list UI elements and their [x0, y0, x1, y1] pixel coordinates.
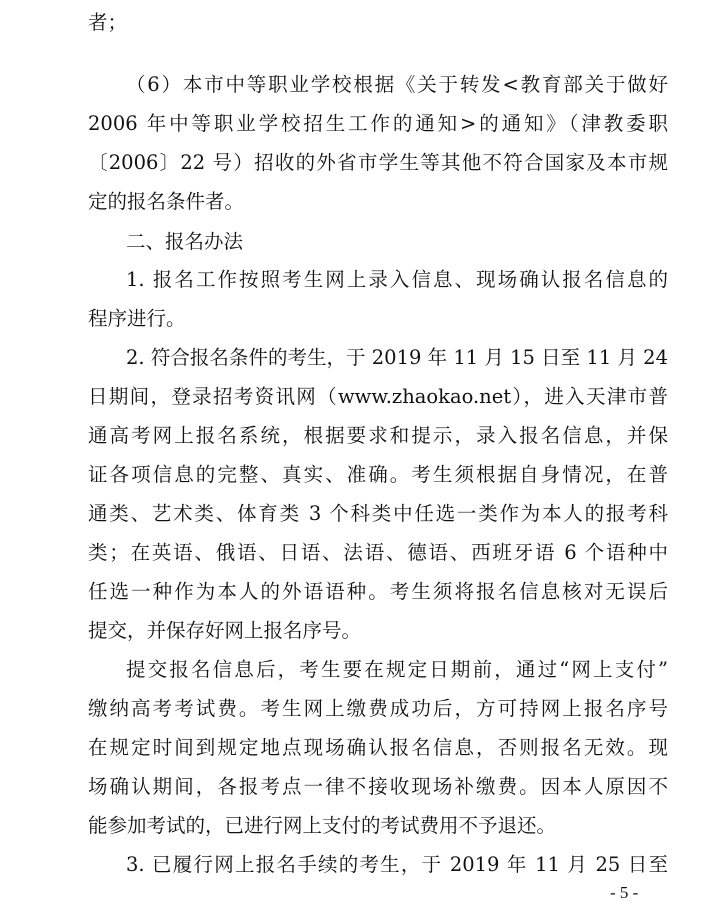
text-line: 日期间，登录招考资讯网（www.zhaokao.net），进入天津市普 — [88, 385, 668, 408]
text-line: 通类、艺术类、体育类 3 个科类中任选一类作为本人的报考科 — [88, 502, 668, 525]
text-line: 2. 符合报名条件的考生，于 2019 年 11 月 15 日至 11 月 24 — [126, 346, 668, 369]
text-line: 任选一种作为本人的外语语种。考生须将报名信息核对无误后 — [88, 580, 668, 603]
text-line: （6）本市中等职业学校根据《关于转发<教育部关于做好 — [126, 73, 668, 96]
text-line: 1. 报名工作按照考生网上录入信息、现场确认报名信息的 — [126, 268, 668, 291]
text-line: 场确认期间，各报考点一律不接收现场补缴费。因本人原因不 — [88, 775, 668, 798]
text-line: 提交，并保存好网上报名序号。 — [88, 619, 362, 642]
text-line: 在规定时间到规定地点现场确认报名信息，否则报名无效。现 — [88, 736, 668, 759]
text-line: 程序进行。 — [88, 307, 186, 330]
text-line: 〔2006〕22 号）招收的外省市学生等其他不符合国家及本市规 — [88, 151, 668, 174]
page-number: - 5 - — [610, 883, 639, 902]
text-line: 提交报名信息后，考生要在规定日期前，通过“网上支付” — [126, 658, 668, 681]
text-line: 者； — [88, 11, 128, 34]
text-line: 通高考网上报名系统，根据要求和提示，录入报名信息，并保 — [88, 424, 668, 447]
text-line: 缴纳高考考试费。考生网上缴费成功后，方可持网上报名序号 — [88, 697, 668, 720]
text-line: 3. 已履行网上报名手续的考生，于 2019 年 11 月 25 日至 — [126, 853, 668, 876]
text-line: 类；在英语、俄语、日语、法语、德语、西班牙语 6 个语种中 — [88, 541, 668, 564]
text-line: 证各项信息的完整、真实、准确。考生须根据自身情况，在普 — [88, 463, 668, 486]
text-line: 定的报名条件者。 — [88, 190, 245, 213]
text-line: 能参加考试的，已进行网上支付的考试费用不予退还。 — [88, 814, 557, 837]
section-heading: 二、报名办法 — [126, 230, 244, 253]
text-line: 2006 年中等职业学校招生工作的通知>的通知》（津教委职 — [88, 112, 668, 135]
